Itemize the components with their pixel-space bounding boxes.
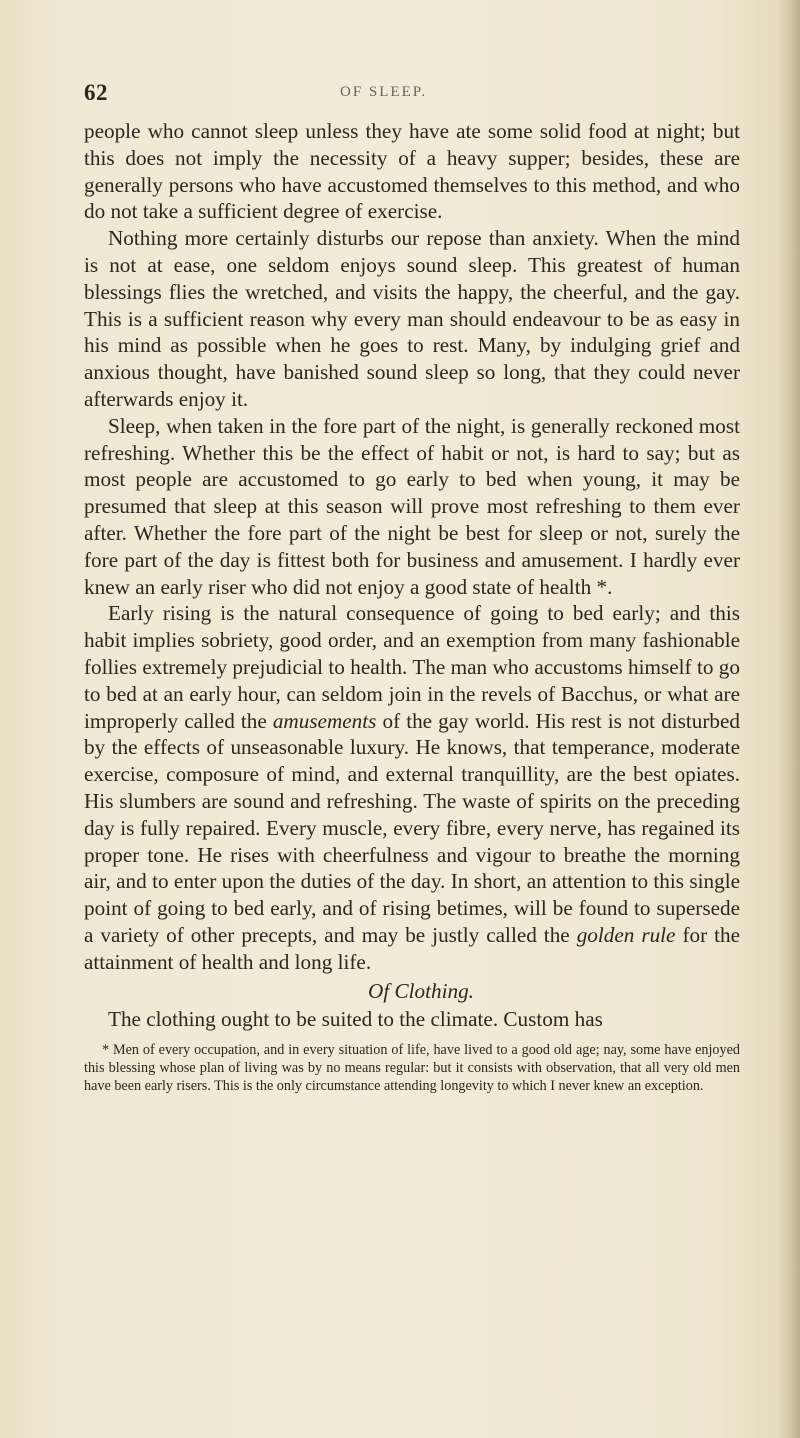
early-rising-text-1: Early rising is the natural consequence of going to bed early; and this habit implies sobriety, good order, and an exemption from many fashionable follies extremely prejudicial to health. The man who accustoms himself to go to bed at an early hour, can seldom join in the revels of Bacchus, or what are improperly called the [84, 601, 740, 733]
body-text [84, 118, 740, 1096]
page-edge-shadow [778, 0, 800, 1438]
early-rising-text-2: of the gay world. His rest is not disturbed by the effects of unseasonable luxury. He knows, that temperance, moderate exercise, composure of mind, and external tranquillity, are the best opiates. His slumbers are sound and refreshing. The waste of spirits on the preceding day is fully repaired. Every muscle, every fibre, every nerve, has regained its proper tone. He rises with cheerfulness and vigour to breathe the morning air, and to enter upon the duties of the day. In short, an attention to this single point of going to bed early, and of rising betimes, will be found to supersede a variety of other precepts, and may be justly called the [84, 708, 740, 947]
paragraph-anxiety: Nothing more certainly disturbs our repose than anxiety. When the mind is not at ease, one seldom enjoys sound sleep. This greatest of human blessings flies the wretched, and visits the happy, the cheerful, and the gay. This is a sufficient reason why every man should endeavour to be as easy in his mind as possible when he goes to rest. Many, by indulging grief and anxious thought, have banished sound sleep so long, that they could never afterwards enjoy it. [84, 226, 740, 411]
early-rising-text-3: for the attainment of health and long life. [84, 922, 741, 974]
paragraph-early-rising [84, 600, 740, 975]
amusements-italic: amusements [272, 708, 377, 733]
page-number: 62 [84, 80, 108, 105]
footnote-text: * Men of every occupation, and in every situation of life, have lived to a good old age; nay, some have enjoyed this blessing whose plan of living was by no means regular: but it consists with observation, that all very old men have been early risers. This is the only circumstance attending longevity to which I never knew an exception. [84, 1042, 740, 1094]
footnote [84, 1042, 740, 1095]
page-header [84, 80, 734, 116]
running-head: OF SLEEP. [340, 84, 428, 100]
section-heading-clothing: Of Clothing. [368, 978, 474, 1003]
paragraph-fore-part-of-night: Sleep, when taken in the fore part of the night, is generally reckoned most refreshing. Whether this be the effect of habit or not, is hard to say; but as most people are accustomed to go early to bed when young, it may be presumed that sleep at this season will prove most refreshing to them ever after. Whether the fore part of the night be best for sleep or not, surely the fore part of the day is fittest both for business and amusement. I hardly ever knew an early riser who did not enjoy a good state of health *. [84, 413, 740, 599]
golden-rule-italic: golden rule [576, 922, 676, 947]
paragraph-continuation: people who cannot sleep unless they have ate some solid food at night; but this does not imply the necessity of a heavy supper; besides, these are generally persons who have accustomed themselves to this method, and who do not take a sufficient degree of exercise. [84, 119, 740, 224]
paragraph-clothing: The clothing ought to be suited to the climate. Custom has [108, 1006, 603, 1031]
